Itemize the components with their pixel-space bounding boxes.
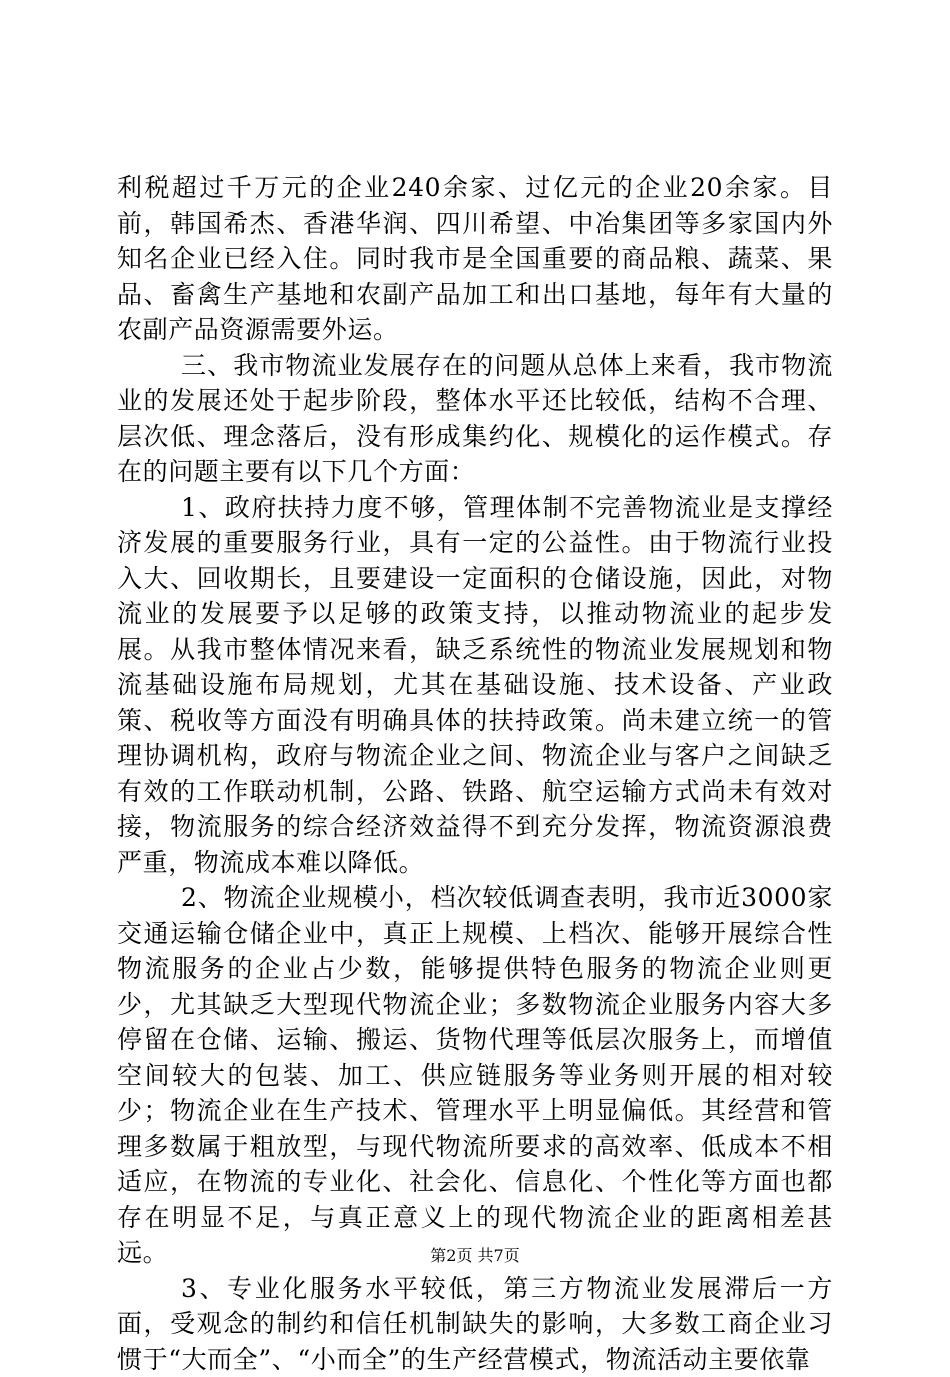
paragraph-item-one: 1、政府扶持力度不够，管理体制不完善物流业是支撑经济发展的重要服务行业，具有一定的公益性。由于物流行业投入大、回收期长，且要建设一定面积的仓储设施，因此，对物流业的发展要予以足够的政策支持，以推动物流业的起步发展。从我市整体情况来看，缺乏系统性的物流业发展规划和物流基础设施布局规划，尤其在基础设施、技术设备、产业政策、税收等方面没有明确具体的扶持政策。尚未建立统一的管理协调机构，政府与物流企业之间、物流企业与客户之间缺乏有效的工作联动机制，公路、铁路、航空运输方式尚未有效对接，物流服务的综合经济效益得不到充分发挥，物流资源浪费严重，物流成本难以降低。 bbox=[117, 490, 833, 881]
paragraph-continuation: 利税超过千万元的企业240余家、过亿元的企业20余家。目前，韩国希杰、香港华润、四川希望、中冶集团等多家国内外知名企业已经入住。同时我市是全国重要的商品粮、蔬菜、果品、畜禽生产基地和农副产品加工和出口基地，每年有大量的农副产品资源需要外运。 bbox=[117, 170, 833, 348]
page-number-footer: 第2页 共7页 bbox=[0, 1246, 950, 1266]
paragraph-item-two: 2、物流企业规模小，档次较低调查表明，我市近3000家交通运输仓储企业中，真正上规模、上档次、能够开展综合性物流服务的企业占少数，能够提供特色服务的物流企业则更少，尤其缺乏大型现代物流企业；多数物流企业服务内容大多停留在仓储、运输、搬运、货物代理等低层次服务上，而增值空间较大的包装、加工、供应链服务等业务则开展的相对较少；物流企业在生产技术、管理水平上明显偏低。其经营和管理多数属于粗放型，与现代物流所要求的高效率、低成本不相适应，在物流的专业化、社会化、信息化、个性化等方面也都存在明显不足，与真正意义上的现代物流企业的距离相差甚远。 bbox=[117, 880, 833, 1271]
paragraph-item-three: 3、专业化服务水平较低，第三方物流业发展滞后一方面，受观念的制约和信任机制缺失的影响，大多数工商企业习惯于“大而全”、“小而全”的生产经营模式，物流活动主要依靠 bbox=[117, 1271, 833, 1377]
document-body bbox=[117, 170, 833, 1377]
paragraph-section-three: 三、我市物流业发展存在的问题从总体上来看，我市物流业的发展还处于起步阶段，整体水平还比较低，结构不合理、层次低、理念落后，没有形成集约化、规模化的运作模式。存在的问题主要有以下几个方面： bbox=[117, 348, 833, 490]
